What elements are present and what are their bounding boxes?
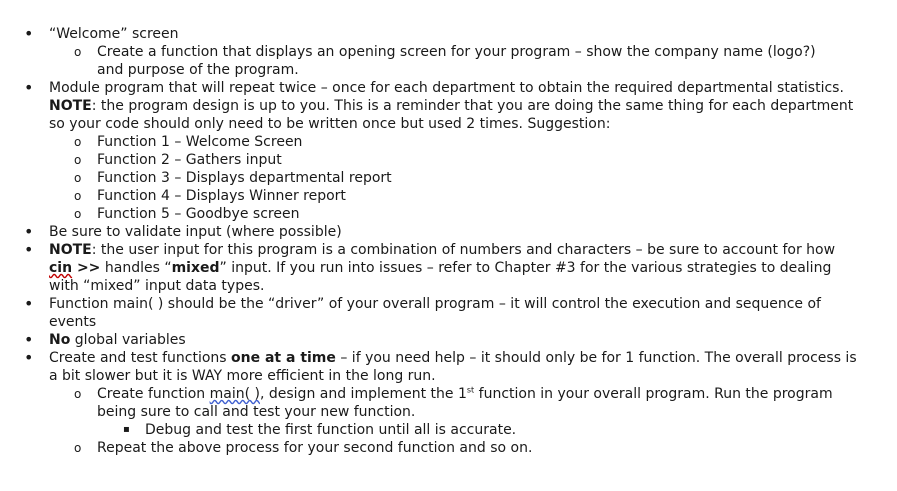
list-item [0, 331, 897, 349]
bullet-circle: o [74, 45, 82, 59]
bullet-disc: • [24, 240, 34, 259]
ordinal-suffix: st [466, 385, 475, 395]
bullet-circle: o [74, 171, 82, 185]
note-label: NOTE [49, 242, 92, 258]
item-text: Function 2 – Gathers input [97, 152, 282, 168]
bullet-circle: o [74, 441, 82, 455]
document-body [0, 25, 897, 457]
item-text: Create a function that displays an opening screen for your program – show the company name (logo?) and purpose of the program. [97, 44, 816, 78]
list-item [0, 349, 869, 385]
item-text [49, 349, 869, 385]
bullet-disc: • [24, 330, 34, 349]
list-item [0, 133, 897, 151]
bullet-disc: • [24, 222, 34, 241]
bullet-disc: • [24, 348, 34, 367]
item-sentence: global variables [70, 332, 186, 348]
item-text: Repeat the above process for your second function and so on. [97, 440, 533, 456]
note-text: : the user input for this program is a combination of numbers and characters – be sure to account for how [91, 242, 836, 258]
list-item [0, 421, 897, 439]
bullet-square: ▪ [123, 424, 130, 435]
note-text: : the program design is up to you. This is a reminder that you are doing the same thing for each department so your code should only need to be written once but used 2 times. Suggestion: [49, 98, 854, 132]
item-text: “Welcome” screen [49, 26, 179, 42]
stream-operator: >> [72, 260, 101, 276]
item-sentence: Create and test functions [49, 350, 232, 366]
item-text: Function 4 – Displays Winner report [97, 188, 346, 204]
no-label: No [49, 332, 71, 348]
list-item [0, 187, 897, 205]
list-item [0, 169, 897, 187]
item-sentence: – if you need help – it should only be for 1 function. The overall process is a bit slower but it is WAY more efficient in the long run. [49, 350, 857, 384]
item-sentence: Create function [97, 386, 210, 402]
bullet-disc: • [24, 294, 34, 313]
list-item [0, 43, 842, 79]
bullet-disc: • [24, 78, 34, 97]
item-text: Function 5 – Goodbye screen [97, 206, 300, 222]
list-item [0, 241, 849, 295]
emphasis: one at a time [231, 350, 336, 366]
note-text: ” input. If you run into issues – refer to Chapter #3 for the various strategies to dealing with “mixed” input data types. [49, 260, 832, 294]
mixed-keyword: mixed [171, 260, 220, 276]
item-text: Function 1 – Welcome Screen [97, 134, 303, 150]
item-sentence: Module program that will repeat twice – once for each department to obtain the required departmental statistics. [49, 80, 844, 96]
bullet-circle: o [74, 189, 82, 203]
item-text [49, 331, 897, 349]
list-item [0, 295, 839, 331]
note-label: NOTE [49, 98, 92, 114]
item-text: Function main( ) should be the “driver” of your overall program – it will control the execution and sequence of events [49, 296, 821, 330]
item-text: Be sure to validate input (where possible) [49, 224, 342, 240]
list-item [0, 439, 897, 457]
list-item [0, 151, 897, 169]
list-item [0, 79, 869, 133]
bullet-circle: o [74, 153, 82, 167]
item-sentence: , design and implement the 1 [259, 386, 467, 402]
item-text [49, 79, 869, 133]
list-item [0, 385, 847, 421]
item-text [97, 385, 847, 421]
item-text: Debug and test the first function until all is accurate. [145, 422, 517, 438]
main-function-ref: main( ) [209, 386, 260, 402]
bullet-circle: o [74, 207, 82, 221]
bullet-circle: o [74, 135, 82, 149]
item-sentence: function in your overall program. Run the program being sure to call and test your new function. [97, 386, 833, 420]
bullet-circle: o [74, 387, 82, 401]
note-text: handles “ [100, 260, 172, 276]
cin-keyword: cin [49, 260, 73, 276]
item-text: Function 3 – Displays departmental report [97, 170, 392, 186]
list-item [0, 205, 897, 223]
bullet-disc: • [24, 24, 34, 43]
list-item [0, 223, 897, 241]
item-text [49, 241, 849, 295]
list-item [0, 25, 869, 43]
